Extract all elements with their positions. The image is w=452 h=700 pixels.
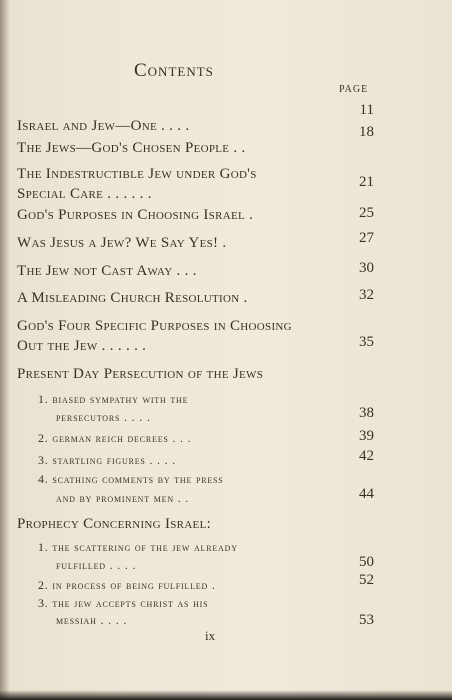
toc-entry-title: Was Jesus a Jew? We Say Yes! .: [17, 235, 227, 251]
toc-subentry-title-cont: messiah . . . .: [56, 613, 128, 627]
section-heading: Present Day Persecution of the Jews: [17, 366, 264, 382]
page-folio: ix: [205, 628, 216, 643]
toc-entry-page: 30: [359, 260, 374, 276]
toc-subentry-title: 1. the scattering of the jew already: [38, 540, 238, 554]
toc-entry-title: Israel and Jew—One . . . .: [17, 118, 190, 134]
toc-entry-page: 21: [359, 174, 374, 190]
toc-subentry-page: 50: [359, 554, 374, 570]
toc-entry-page: 18: [359, 124, 374, 140]
toc-subentry-title: 2. in process of being fulfilled .: [38, 578, 216, 592]
toc-entry-title: God's Purposes in Choosing Israel .: [17, 207, 254, 223]
toc-subentry-page: 39: [359, 428, 374, 444]
toc-subentry-title: 3. the jew accepts christ as his: [38, 596, 209, 610]
toc-subentry-title-cont: and by prominent men . .: [56, 491, 190, 505]
toc-entry-page: 11: [359, 102, 374, 118]
toc-subentry-page: 42: [359, 448, 374, 464]
toc-entry-title: The Jew not Cast Away . . .: [17, 263, 197, 279]
toc-subentry-page: 38: [359, 405, 374, 421]
toc-entry-page: 27: [359, 230, 374, 246]
toc-subentry-title-cont: fulfilled . . . .: [56, 558, 137, 572]
page-column-label: PAGE: [339, 84, 369, 95]
toc-subentry-title: 2. german reich decrees . . .: [38, 431, 192, 445]
page-bottom-shadow: [0, 690, 452, 700]
toc-entry-page: 32: [359, 287, 374, 303]
toc-subentry-title: 4. scathing comments by the press: [38, 472, 224, 486]
section-heading: Prophecy Concerning Israel:: [17, 516, 212, 532]
toc-subentry-page: 52: [359, 572, 374, 588]
toc-subentry-title: 3. startling figures . . . .: [38, 453, 177, 467]
toc-entry-title-cont: Special Care . . . . . .: [17, 186, 152, 202]
page-title: Contents: [134, 60, 214, 81]
toc-subentry-page: 44: [359, 486, 374, 502]
toc-entry-page: 35: [359, 334, 374, 350]
toc-subentry-title: 1. biased sympathy with the: [38, 392, 189, 406]
page-edge-shadow: [0, 0, 10, 700]
toc-entry-title-cont: Out the Jew . . . . . .: [17, 338, 147, 354]
toc-subentry-page: 53: [359, 612, 374, 628]
toc-entry-title: The Indestructible Jew under God's: [17, 166, 257, 182]
toc-entry-title: A Misleading Church Resolution .: [17, 290, 248, 306]
toc-subentry-title-cont: persecutors . . . .: [56, 410, 151, 424]
toc-entry-title: God's Four Specific Purposes in Choosing: [17, 318, 292, 334]
toc-entry-page: 25: [359, 205, 374, 221]
toc-entry-title: The Jews—God's Chosen People . .: [17, 140, 246, 156]
